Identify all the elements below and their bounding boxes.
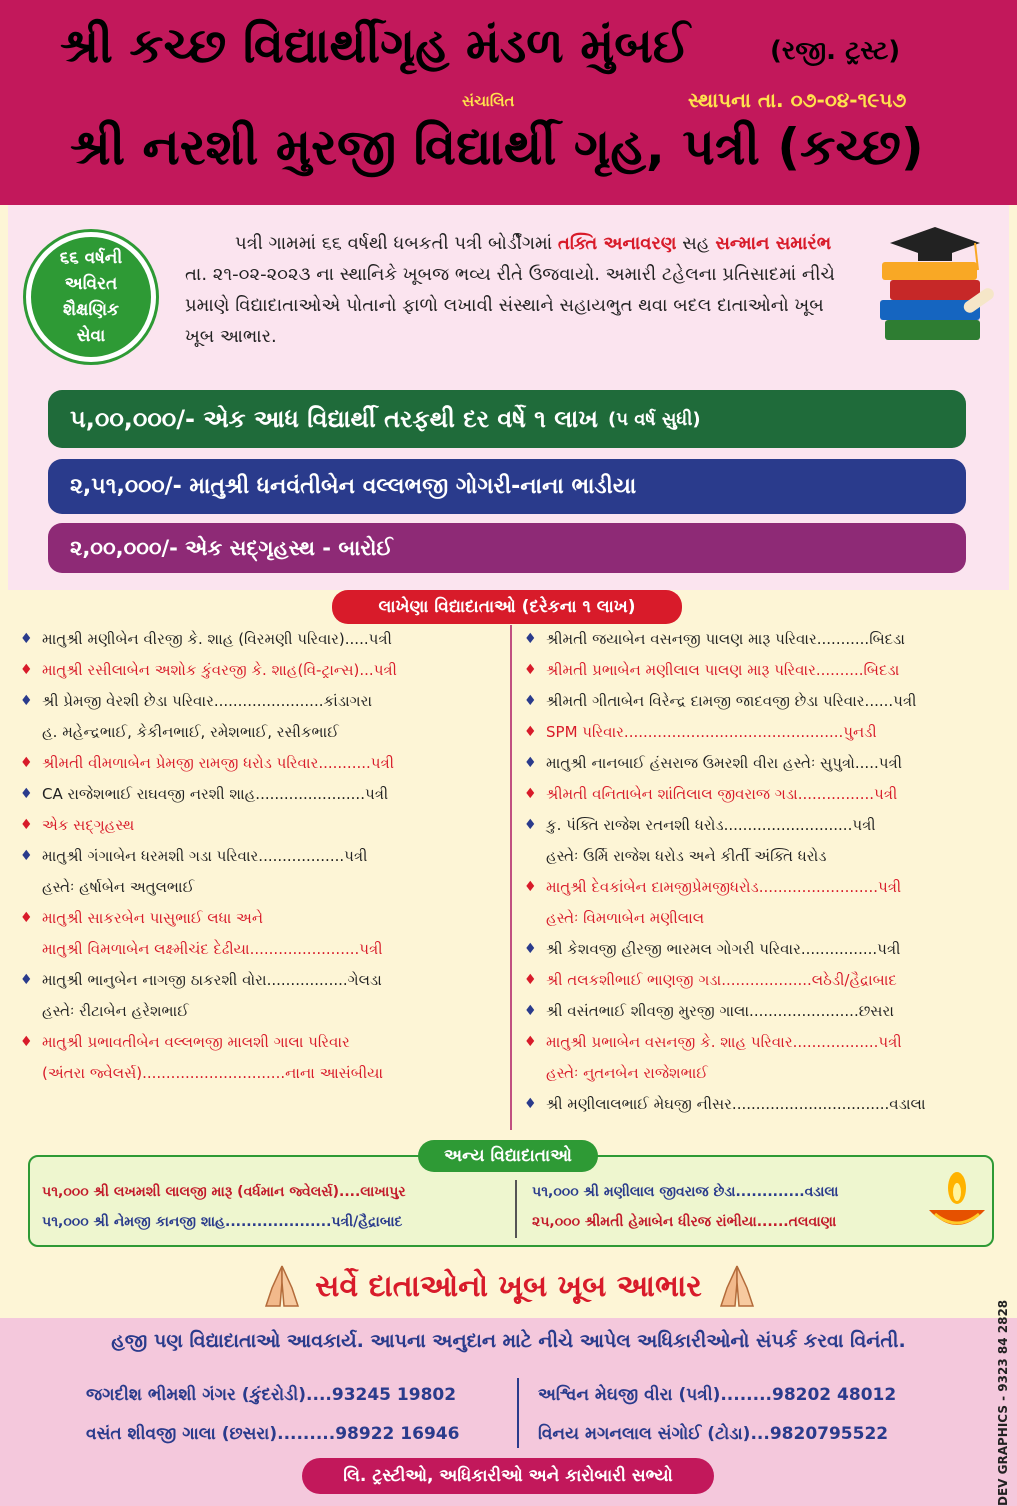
donor-name: માતુશ્રી ગંગાબેન ધરમશી ગડા પરિવાર..................પત્રી	[42, 847, 368, 865]
service-badge	[26, 232, 156, 362]
donor-name: શ્રીમતી વનિતાબેન શાંતિલાલ જીવરાજ ગડા................પત્રી	[546, 785, 898, 803]
donor-name: માતુશ્રી સાકરબેન પાસુભાઈ લધા અને	[42, 909, 264, 927]
designer-credit: DEV GRAPHICS - 9323 84 2828	[996, 1299, 1010, 1506]
contact-entry: વિનય મગનલાલ સંગોઈ (ટોડા)...9820795522	[538, 1424, 889, 1444]
donor-name: એક સદ્ગૃહસ્થ	[42, 816, 135, 834]
intro-paragraph	[185, 228, 845, 352]
diamond-bullet-icon: ♦	[524, 693, 537, 709]
donor-name: હસ્તેઃ નુતનબેન રાજેશભાઈ	[546, 1064, 708, 1082]
donor-list-item	[18, 1058, 508, 1089]
donor-list-item	[522, 810, 1012, 841]
intro-text-1: પત્રી ગામમાં ૬૬ વર્ષથી ધબકતી પત્રી બોર્ડીંગમાં	[235, 233, 558, 254]
diamond-bullet-icon: ♦	[524, 631, 537, 647]
badge-line: અવિરત	[64, 274, 118, 294]
donor-list-item	[522, 1089, 1012, 1120]
diamond-bullet-icon: ♦	[524, 941, 537, 957]
contact-entry: અશ્વિન મેઘજી વીરા (પત્રી)........98202 48012	[538, 1385, 897, 1405]
donor-list-item	[522, 903, 1012, 934]
diamond-bullet-icon: ♦	[524, 662, 537, 678]
donor-name: શ્રી મણીલાલભાઈ મેઘજી નીસર.................................વડાલા	[546, 1095, 926, 1113]
donation-appeal: હજી પણ વિદ્યાદાતાઓ આવકાર્ય. આપના અનુદાન માટે નીચે આપેલ અધિકારીઓનો સંપર્ક કરવા વિનંતી.	[111, 1330, 906, 1352]
folded-hands-icon	[715, 1262, 759, 1310]
badge-line: ૬૬ વર્ષની	[59, 248, 123, 268]
donor-name: શ્રી વસંતભાઈ શીવજી મુરજી ગાલા.......................છસરા	[546, 1002, 894, 1020]
diamond-bullet-icon: ♦	[20, 972, 33, 988]
diamond-bullet-icon: ♦	[20, 693, 33, 709]
donor-name: શ્રી પ્રેમજી વેરશી છેડા પરિવાર.......................કાંડાગરા	[42, 692, 373, 710]
donor-name: CA રાજેશભાઈ રાઘવજી નરશી શાહ.......................પત્રી	[42, 785, 389, 803]
donor-name: હસ્તેઃ હર્ષાબેન અતુલભાઈ	[42, 878, 195, 896]
signatory-label: લિ. ટ્રસ્ટીઓ, અધિકારીઓ અને કારોબારી સભ્યો	[302, 1458, 714, 1494]
donor-list-item	[18, 872, 508, 903]
lakh-donors-title: લાખેણા વિદ્યાદાતાઓ (દરેકના ૧ લાખ)	[332, 590, 682, 624]
right-donor-column	[522, 624, 1012, 1120]
donor-list-item	[18, 655, 508, 686]
contact-divider	[517, 1378, 519, 1448]
donor-name: માતુશ્રી મણીબેન વીરજી કે. શાહ (વિરમણી પરિવાર).....પત્રી	[42, 630, 392, 648]
thanks-heading: સર્વે દાતાઓનો ખૂબ ખૂબ આભાર	[315, 1269, 702, 1304]
donor-list-item	[18, 1027, 508, 1058]
donor-list-item	[18, 717, 508, 748]
org-title: શ્રી કચ્છ વિદ્યાર્થીગૃહ મંડળ મુંબઈ	[60, 18, 690, 74]
diamond-bullet-icon: ♦	[20, 631, 33, 647]
donor-list-item	[18, 686, 508, 717]
donor-name: હ. મહેન્દ્રભાઈ, કેકીનભાઈ, રમેશભાઈ, રસીકભાઈ	[42, 723, 339, 741]
donor-name: શ્રીમતી જયાબેન વસનજી પાલણ મારૂ પરિવાર...........બિદડા	[546, 630, 905, 648]
major-donor-2	[48, 459, 966, 514]
diamond-bullet-icon: ♦	[20, 1034, 33, 1050]
donor-list-item	[522, 748, 1012, 779]
donor-name: કુ. પંક્તિ રાજેશ રતનશી ધરોડ...........................પત્રી	[546, 816, 876, 834]
donor-name: માતુશ્રી ભાનુબેન નાગજી ઠાકરશી વોરા.................ગેલડા	[42, 971, 382, 989]
diamond-bullet-icon: ♦	[524, 724, 537, 740]
diamond-bullet-icon: ♦	[524, 879, 537, 895]
left-donor-column	[18, 624, 508, 1089]
donor-name: હસ્તેઃ ઉર્મિ રાજેશ ધરોડ અને કીર્તી અંક્તિ ધરોડ	[546, 847, 827, 865]
column-divider	[510, 625, 512, 1130]
donor-list-item	[18, 779, 508, 810]
donor-name: હસ્તેઃ રીટાબેન હરેશભાઈ	[42, 1002, 189, 1020]
registered-trust-label: (રજી. ટ્રસ્ટ)	[770, 36, 901, 66]
donor-name: શ્રી તલકશીભાઈ ભાણજી ગડા...................લઠેડી/હૈદ્રાબાદ	[546, 971, 897, 989]
contact-entry: જગદીશ ભીમશી ગંગર (કુંદરોડી)....93245 19802	[86, 1385, 457, 1405]
donor-name: માતુશ્રી પ્રભાબેન વસનજી કે. શાહ પરિવાર..................પત્રી	[546, 1033, 902, 1051]
diamond-bullet-icon: ♦	[524, 755, 537, 771]
diamond-bullet-icon: ♦	[524, 972, 537, 988]
books-graduation-cap-icon	[870, 215, 1000, 355]
donor-name: (અંતરા જ્વેલર્સ)..............................નાના આસંબીયા	[42, 1064, 384, 1082]
donor-name: માતુશ્રી પ્રભાવતીબેન વલ્લભજી માલશી ગાલા પરિવાર	[42, 1033, 350, 1051]
donor-name: માતુશ્રી વિમળાબેન લક્ષ્મીચંદ દેઢીયા.......................પત્રી	[42, 940, 383, 958]
donor-name: શ્રીમતી પ્રભાબેન મણીલાલ પાલણ મારૂ પરિવાર..........બિદડા	[546, 661, 900, 679]
donor-name: શ્રીમતી ગીતાબેન વિરેન્દ્ર દામજી જાદવજી છેડા પરિવાર......પત્રી	[546, 692, 917, 710]
donor-list-item	[522, 841, 1012, 872]
donor-list-item	[522, 717, 1012, 748]
other-donors-title: અન્ય વિદ્યાદાતાઓ	[418, 1140, 598, 1172]
donor-list-item	[522, 1058, 1012, 1089]
major-donor-1	[48, 390, 966, 448]
sanchalit-label: સંચાલિત	[462, 92, 515, 110]
diamond-bullet-icon: ♦	[524, 1003, 537, 1019]
donor-list-item	[18, 841, 508, 872]
donor-name: શ્રીમતી વીમળાબેન પ્રેમજી રામજી ધરોડ પરિવાર...........પત્રી	[42, 754, 395, 772]
hostel-title: શ્રી નરશી મુરજી વિદ્યાર્થી ગૃહ, પત્રી (કચ્છ)	[70, 118, 924, 176]
other-divider	[515, 1180, 517, 1238]
donor-name: માતુશ્રી દેવકાંબેન દામજીપ્રેમજીધરોડ.........................પત્રી	[546, 878, 902, 896]
major-donor-text: ૨,૫૧,૦૦૦/- માતુશ્રી ધનવંતીબેન વલ્લભજી ગોગરી-નાના ભાડીયા	[70, 474, 637, 499]
donor-list-item	[522, 686, 1012, 717]
diamond-bullet-icon: ♦	[20, 755, 33, 771]
other-donor: ૫૧,૦૦૦ શ્રી લખમશી લાલજી મારૂ (વર્ધમાન જ્વેલર્સ)....લાખાપુર	[42, 1184, 406, 1200]
established-date: સ્થાપના તા. ૦૭-૦૪-૧૯૫૭	[688, 88, 907, 112]
diamond-bullet-icon: ♦	[524, 1096, 537, 1112]
diamond-bullet-icon: ♦	[524, 817, 537, 833]
diamond-bullet-icon: ♦	[524, 1034, 537, 1050]
major-donor-text: ૫,૦૦,૦૦૦/- એક આધ વિદ્યાર્થી તરફથી દર વર્ષે ૧ લાખ	[70, 405, 598, 433]
diamond-bullet-icon: ♦	[20, 786, 33, 802]
intro-highlight-ceremony: સન્માન સમારંભ	[715, 233, 832, 254]
donor-list-item	[522, 624, 1012, 655]
donor-list-item	[18, 996, 508, 1027]
donor-list-item	[522, 779, 1012, 810]
donor-list-item	[522, 1027, 1012, 1058]
major-donor-text: ૨,૦૦,૦૦૦/- એક સદ્ગૃહસ્થ - બારોઈ	[70, 535, 393, 560]
donor-list-item	[18, 965, 508, 996]
donor-name: SPM પરિવાર..............................................પુનડી	[546, 723, 877, 741]
diamond-bullet-icon: ♦	[20, 848, 33, 864]
donor-list-item	[18, 903, 508, 934]
donor-list-item	[522, 934, 1012, 965]
badge-line: સેવા	[76, 326, 106, 346]
other-donor: ૨૫,૦૦૦ શ્રીમતી હેમાબેન ધીરજ રાંભીયા......તલવાણા	[532, 1214, 837, 1230]
contact-entry: વસંત શીવજી ગાલા (છસરા).........98922 16946	[86, 1424, 460, 1444]
intro-highlight-plaque: તક્તિ અનાવરણ	[557, 233, 677, 254]
badge-line: શૈક્ષણિક	[62, 300, 120, 320]
donor-list-item	[18, 748, 508, 779]
donor-list-item	[18, 934, 508, 965]
other-donor: ૫૧,૦૦૦ શ્રી મણીલાલ જીવરાજ છેડા.............વડાલા	[532, 1184, 839, 1200]
intro-text-3: તા. ૨૧-૦૨-૨૦૨૩ ના સ્થાનિકે ખૂબજ ભવ્ય રીતે ઉજવાયો. અમારી ટહેલના પ્રતિસાદમાં નીચે પ્રમાણે વિદ્યાદાતાઓએ પોતાનો ફાળો લખાવી સંસ્થાને સહાયભુત થવા બદલ દાતાઓનો ખૂબ ખૂબ આભાર.	[185, 264, 835, 347]
diamond-bullet-icon: ♦	[20, 662, 33, 678]
donor-list-item	[522, 965, 1012, 996]
donor-name: શ્રી કેશવજી હીરજી ભારમલ ગોગરી પરિવાર................પત્રી	[546, 940, 901, 958]
intro-text-2: સહ	[676, 233, 716, 254]
donor-list-item	[18, 810, 508, 841]
major-donor-note: (૫ વર્ષ સુધી)	[607, 408, 701, 430]
donor-list-item	[18, 624, 508, 655]
diya-lamp-icon	[925, 1170, 989, 1240]
major-donor-3	[48, 523, 966, 573]
donor-list-item	[522, 655, 1012, 686]
donor-list-item	[522, 996, 1012, 1027]
diamond-bullet-icon: ♦	[524, 786, 537, 802]
other-donor: ૫૧,૦૦૦ શ્રી નેમજી કાનજી શાહ....................પત્રી/હૈદ્રાબાદ	[42, 1214, 403, 1230]
donor-name: માતુશ્રી રસીલાબેન અશોક કુંવરજી કે. શાહ(વિ-ટ્રાન્સ)...પત્રી	[42, 661, 397, 679]
donor-name: હસ્તેઃ વિમળાબેન મણીલાલ	[546, 909, 705, 927]
diamond-bullet-icon: ♦	[20, 817, 33, 833]
diamond-bullet-icon: ♦	[20, 910, 33, 926]
donor-name: માતુશ્રી નાનબાઈ હંસરાજ ઉમરશી વીરા હસ્તેઃ સુપુત્રો.....પત્રી	[546, 754, 902, 772]
donor-list-item	[522, 872, 1012, 903]
